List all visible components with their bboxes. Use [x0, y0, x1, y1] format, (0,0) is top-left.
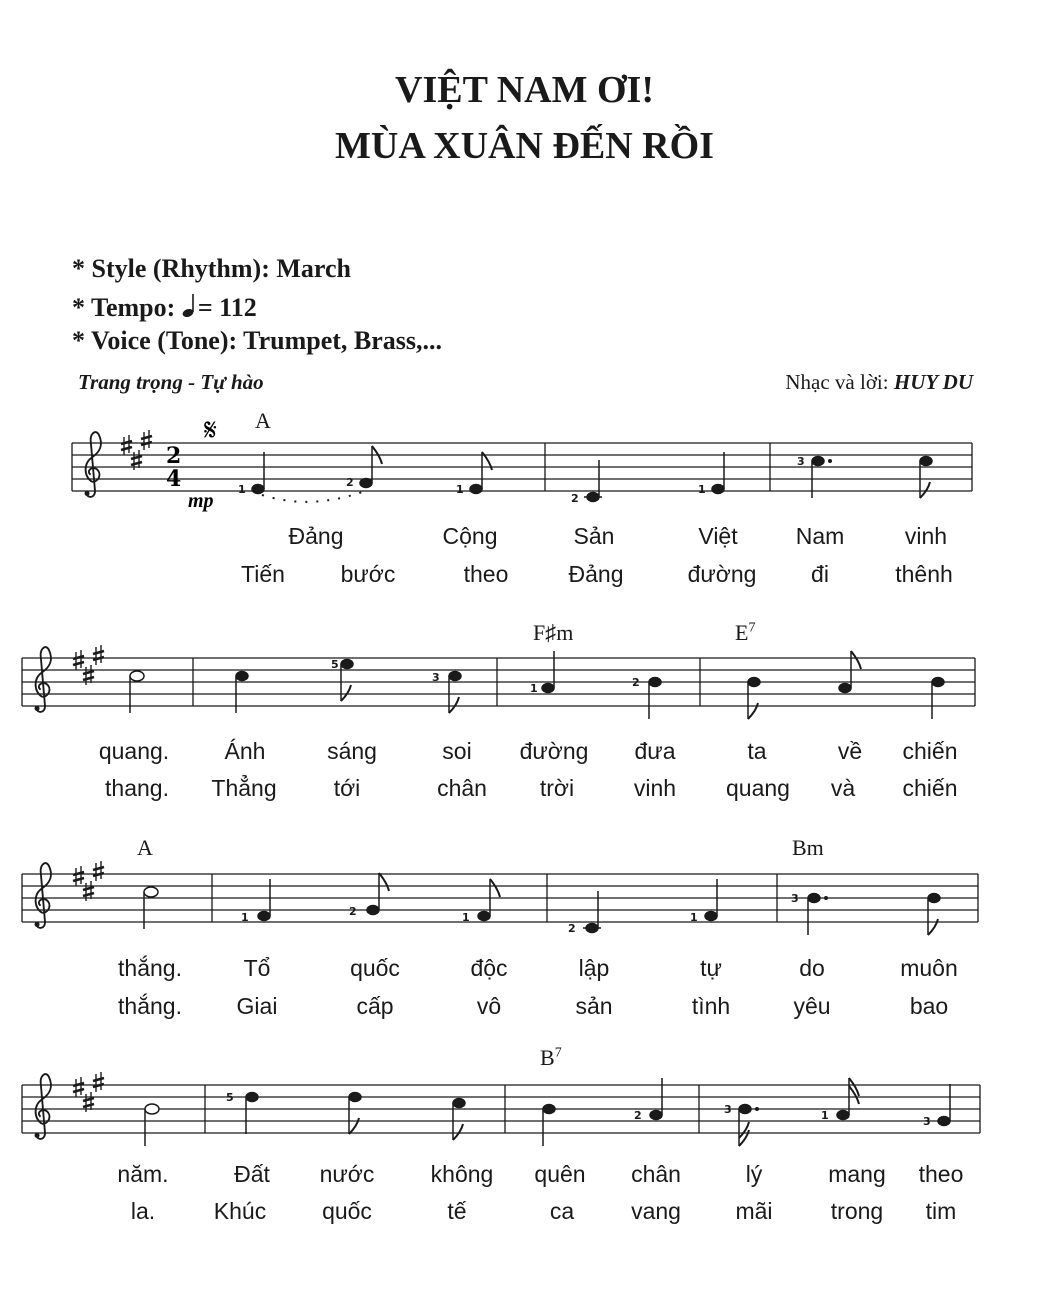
- key-signature-icon: [73, 861, 104, 901]
- staff-system-1: [72, 413, 972, 512]
- lyric-syllable: bao: [909, 993, 949, 1019]
- lyric-syllable: ca: [549, 1198, 575, 1224]
- time-sig-bottom: 4: [166, 466, 182, 492]
- fingering: 3: [791, 892, 799, 905]
- lyric-syllable: theo: [918, 1161, 964, 1187]
- segno-icon: 𝄋: [204, 413, 217, 448]
- lyric-syllable: sản: [575, 993, 613, 1019]
- lyric-syllable: nước: [319, 1161, 375, 1187]
- lyric-syllable: tình: [691, 993, 731, 1019]
- lyric-syllable: la.: [130, 1198, 156, 1224]
- lyric-syllable: Đảng: [568, 561, 624, 587]
- lyric-syllable: thênh: [895, 561, 953, 587]
- fingering: 5: [331, 658, 339, 671]
- chord-name: F♯m: [533, 620, 574, 645]
- treble-clef-icon: [35, 647, 51, 712]
- lyric-syllable: thắng.: [118, 955, 182, 981]
- lyric-syllable: muôn: [900, 955, 958, 981]
- lyric-syllable: đưa: [634, 738, 676, 764]
- lyric-syllable: quang: [726, 775, 790, 801]
- lyric-syllable: Tiến: [241, 561, 285, 587]
- key-signature-icon: [121, 430, 152, 470]
- fingering: 1: [821, 1109, 829, 1122]
- lyric-syllable: yêu: [793, 993, 831, 1019]
- tempo-prefix: * Tempo:: [72, 293, 176, 322]
- key-signature-icon: [73, 1072, 104, 1112]
- lyric-syllable: lý: [745, 1161, 763, 1187]
- fingering: 2: [634, 1109, 642, 1122]
- lyric-syllable: Đảng: [288, 523, 344, 549]
- lyric-syllable: chiến: [902, 775, 958, 801]
- fingering: 5: [226, 1091, 234, 1104]
- lyric-syllable: Giai: [236, 993, 278, 1019]
- fingering: 1: [698, 483, 706, 496]
- fingering: 3: [724, 1103, 732, 1116]
- fingering: 1: [241, 911, 249, 924]
- voice-tone: * Voice (Tone): Trumpet, Brass,...: [72, 326, 443, 355]
- lyric-syllable: sáng: [327, 738, 377, 764]
- treble-clef-icon: [35, 1074, 51, 1139]
- lyric-syllable: trong: [830, 1198, 884, 1224]
- lyric-syllable: soi: [442, 738, 472, 764]
- fingering: 2: [349, 905, 357, 918]
- fingering: 2: [346, 476, 354, 489]
- chord-symbol: [735, 620, 755, 646]
- staff-system-4: [22, 1072, 980, 1146]
- fingering: 1: [238, 483, 246, 496]
- fingering: 3: [797, 455, 805, 468]
- fingering: 2: [632, 676, 640, 689]
- style-rhythm: * Style (Rhythm): March: [72, 254, 351, 283]
- lyric-syllable: quang.: [98, 738, 170, 764]
- fingering: 1: [690, 911, 698, 924]
- lyric-syllable: tim: [925, 1198, 957, 1224]
- chord-name: E: [735, 620, 749, 645]
- lyric-syllable: vô: [476, 993, 502, 1019]
- lyric-syllable: tới: [333, 775, 361, 801]
- fingering: 1: [462, 911, 470, 924]
- chord-name: B: [540, 1045, 555, 1070]
- lyric-syllable: đi: [811, 561, 829, 587]
- time-sig-top: 2: [166, 443, 182, 469]
- song-title-line-1: VIỆT NAM ƠI!: [395, 69, 654, 111]
- lyric-syllable: trời: [539, 775, 575, 801]
- fingering: 3: [432, 671, 440, 684]
- chord-symbol: [540, 1045, 562, 1071]
- treble-clef-icon: [35, 863, 51, 928]
- lyric-syllable: tế: [447, 1198, 467, 1224]
- lyric-syllable: chiến: [902, 738, 958, 764]
- dynamic-marking: mp: [188, 490, 214, 512]
- lyric-syllable: do: [799, 955, 825, 981]
- lyric-syllable: Khúc: [213, 1198, 267, 1224]
- lyric-syllable: Cộng: [442, 523, 498, 549]
- chord-name: A: [255, 408, 271, 433]
- chord-symbol: [137, 835, 153, 861]
- lyric-syllable: độc: [470, 955, 508, 981]
- lyric-syllable: và: [830, 775, 856, 801]
- lyric-syllable: không: [430, 1161, 494, 1187]
- lyric-syllable: thang.: [105, 775, 169, 801]
- composer-prefix: Nhạc và lời:: [785, 370, 889, 394]
- chord-name: Bm: [792, 835, 824, 860]
- fingering: 2: [568, 922, 576, 935]
- lyric-syllable: về: [837, 738, 863, 764]
- lyric-syllable: quốc: [322, 1198, 372, 1224]
- lyric-syllable: Tổ: [243, 955, 271, 981]
- lyric-syllable: Ánh: [224, 738, 266, 764]
- lyric-syllable: Nam: [795, 523, 845, 549]
- lyric-syllable: vinh: [904, 523, 948, 549]
- lyric-syllable: quên: [534, 1161, 586, 1187]
- lyric-syllable: chân: [631, 1161, 681, 1187]
- staff-system-2: [22, 645, 975, 719]
- song-title-line-2: MÙA XUÂN ĐẾN RỒI: [335, 125, 714, 167]
- lyric-syllable: theo: [463, 561, 509, 587]
- lyric-syllable: đường: [687, 561, 757, 587]
- lyric-syllable: cấp: [356, 993, 394, 1019]
- chord-symbol: [533, 620, 573, 646]
- chord-symbol: [792, 835, 824, 861]
- lyric-syllable: ta: [747, 738, 767, 764]
- lyric-syllable: Đất: [234, 1161, 270, 1187]
- lyric-syllable: vinh: [633, 775, 677, 801]
- chord-name: A: [137, 835, 153, 860]
- lyric-syllable: đường: [519, 738, 589, 764]
- lyric-syllable: năm.: [117, 1161, 169, 1187]
- staff-system-3: [22, 861, 978, 935]
- fingering: 2: [571, 492, 579, 505]
- lyric-syllable: Sản: [573, 523, 615, 549]
- mood-marking: Trang trọng - Tự hào: [78, 370, 264, 394]
- fingering: 1: [530, 682, 538, 695]
- lyric-syllable: bước: [340, 561, 396, 587]
- lyric-syllable: tự: [700, 955, 722, 981]
- composer-name: HUY DU: [893, 370, 973, 394]
- lyric-syllable: Thẳng: [211, 775, 277, 801]
- lyric-syllable: quốc: [350, 955, 400, 981]
- lyric-syllable: lập: [578, 955, 610, 981]
- fingering: 1: [456, 483, 464, 496]
- chord-ext: 7: [748, 620, 756, 636]
- lyric-syllable: mãi: [735, 1198, 773, 1224]
- chord-symbol: [255, 408, 271, 434]
- fingering: 3: [923, 1115, 931, 1128]
- lyric-syllable: vang: [631, 1198, 681, 1224]
- chord-ext: 7: [554, 1045, 562, 1061]
- lyric-syllable: thắng.: [118, 993, 182, 1019]
- lyric-syllable: Việt: [698, 523, 738, 549]
- key-signature-icon: [73, 645, 104, 685]
- treble-clef-icon: [85, 432, 101, 497]
- tempo-value: = 112: [197, 293, 257, 322]
- lyric-syllable: mang: [828, 1161, 886, 1187]
- lyric-syllable: chân: [437, 775, 487, 801]
